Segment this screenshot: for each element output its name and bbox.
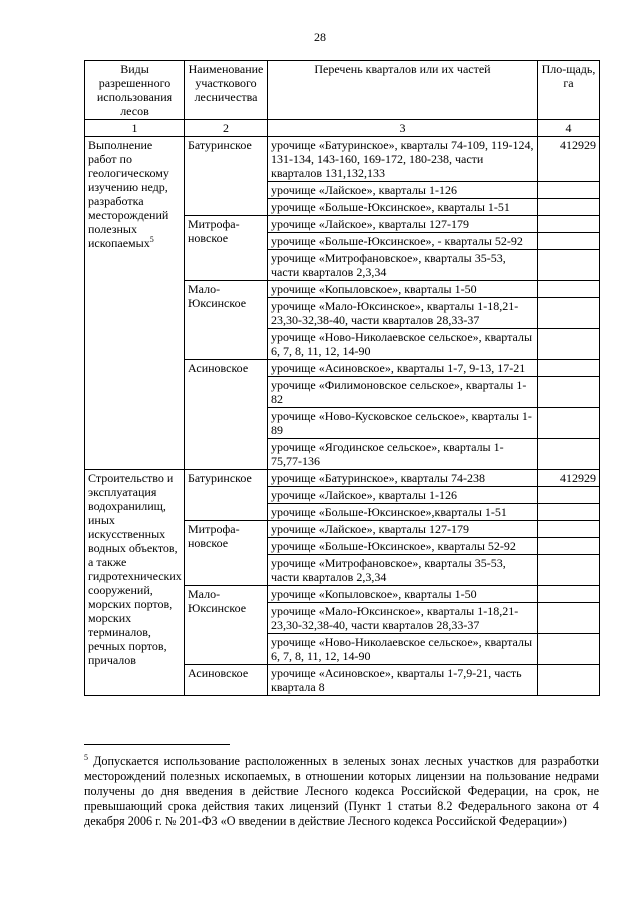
quarters-cell: урочище «Лайское», кварталы 1-126 [268, 487, 538, 504]
quarters-cell: урочище «Филимоновское сельское», кварталы 1-82 [268, 377, 538, 408]
area-cell-empty [538, 329, 600, 360]
use-type-cell: Строительство и эксплуатация водохранилищ, иных искусственных водных объектов, а также гидротехнических сооружений, морских портов, морских терминалов, речных портов, причалов [85, 470, 185, 696]
area-cell-empty [538, 603, 600, 634]
footnote-text: Допускается использование расположенных в зеленых зонах лесных участков для разработки месторождений полезных ископаемых, в отношении которых лицензии на пользование недрами получены до дня введения в действие Лесного кодекса Российской Федерации, на срок, не превышающий срока действия таких лицензий (Пункт 1 статьи 8.2 Федерального закона от 4 декабря 2006 г. № 201-ФЗ «О введении в действие Лесного кодекса Российской Федерации») [84, 754, 600, 828]
forest-use-table [84, 60, 600, 696]
quarters-cell: урочище «Асиновское», кварталы 1-7, 9-13, 17-21 [268, 360, 538, 377]
quarters-cell: урочище «Лайское», кварталы 127-179 [268, 216, 538, 233]
quarters-cell: урочище «Ново-Николаевское сельское», кварталы 6, 7, 8, 11, 12, 14-90 [268, 634, 538, 665]
table-row [85, 470, 600, 487]
quarters-cell: урочище «Лайское», кварталы 127-179 [268, 521, 538, 538]
footnote-divider [84, 744, 230, 745]
footnote [84, 754, 599, 829]
forestry-name-cell: Асиновское [185, 665, 268, 696]
quarters-cell: урочище «Ново-Кусковское сельское», кварталы 1-89 [268, 408, 538, 439]
area-cell-empty [538, 182, 600, 199]
forestry-name-cell: Батуринское [185, 137, 268, 216]
area-cell: 412929 [538, 137, 600, 182]
quarters-cell: урочище «Больше-Юксинское», кварталы 1-51 [268, 199, 538, 216]
area-cell-empty [538, 555, 600, 586]
header-forestry-name: Наименование участкового лесничества [185, 61, 268, 120]
area-cell-empty [538, 504, 600, 521]
page-number: 28 [314, 30, 326, 44]
area-cell: 412929 [538, 470, 600, 487]
area-cell-empty [538, 665, 600, 696]
quarters-cell: урочище «Батуринское», кварталы 74-238 [268, 470, 538, 487]
area-cell-empty [538, 298, 600, 329]
forestry-name-cell: Мало-Юксинское [185, 586, 268, 665]
quarters-cell: урочище «Митрофановское», кварталы 35-53, части кварталов 2,3,34 [268, 250, 538, 281]
forestry-name-cell: Асиновское [185, 360, 268, 470]
column-number: 4 [538, 120, 600, 137]
area-cell-empty [538, 521, 600, 538]
header-row [85, 61, 600, 120]
area-cell-empty [538, 377, 600, 408]
area-cell-empty [538, 199, 600, 216]
area-cell-empty [538, 487, 600, 504]
quarters-cell: урочище «Копыловское», кварталы 1-50 [268, 586, 538, 603]
header-use-types: Виды разрешенного использования лесов [85, 61, 185, 120]
area-cell-empty [538, 360, 600, 377]
forestry-name-cell: Митрофа-новское [185, 216, 268, 281]
header-area: Пло-щадь, га [538, 61, 600, 120]
area-cell-empty [538, 439, 600, 470]
quarters-cell: урочище «Больше-Юксинское»,кварталы 1-51 [268, 504, 538, 521]
quarters-cell: урочище «Больше-Юксинское», кварталы 52-92 [268, 538, 538, 555]
forestry-name-cell: Мало-Юксинское [185, 281, 268, 360]
header-quarters-list: Перечень кварталов или их частей [268, 61, 538, 120]
use-type-text: Выполнение работ по геологическому изучению недр, разработка месторождений полезных ископаемых [88, 138, 169, 250]
footnote-mark: 5 [84, 752, 88, 762]
quarters-cell: урочище «Лайское», кварталы 1-126 [268, 182, 538, 199]
area-cell-empty [538, 233, 600, 250]
area-cell-empty [538, 634, 600, 665]
forestry-name-cell: Батуринское [185, 470, 268, 521]
quarters-cell: урочище «Асиновское», кварталы 1-7,9-21, часть квартала 8 [268, 665, 538, 696]
area-cell-empty [538, 216, 600, 233]
column-number: 3 [268, 120, 538, 137]
area-cell-empty [538, 586, 600, 603]
quarters-cell: урочище «Больше-Юксинское», - кварталы 52-92 [268, 233, 538, 250]
quarters-cell: урочище «Копыловское», кварталы 1-50 [268, 281, 538, 298]
column-number: 1 [85, 120, 185, 137]
column-number: 2 [185, 120, 268, 137]
quarters-cell: урочище «Мало-Юксинское», кварталы 1-18,21-23,30-32,38-40, части кварталов 28,33-37 [268, 603, 538, 634]
area-cell-empty [538, 538, 600, 555]
quarters-cell: урочище «Мало-Юксинское», кварталы 1-18,21-23,30-32,38-40, части кварталов 28,33-37 [268, 298, 538, 329]
column-number-row [85, 120, 600, 137]
area-cell-empty [538, 250, 600, 281]
quarters-cell: урочище «Батуринское», кварталы 74-109, 119-124, 131-134, 143-160, 169-172, 180-238, части кварталов 131,132,133 [268, 137, 538, 182]
area-cell-empty [538, 408, 600, 439]
footnote-ref: 5 [149, 235, 154, 244]
forestry-name-cell: Митрофа-новское [185, 521, 268, 586]
quarters-cell: урочище «Ново-Николаевское сельское», кварталы 6, 7, 8, 11, 12, 14-90 [268, 329, 538, 360]
area-cell-empty [538, 281, 600, 298]
quarters-cell: урочище «Ягодинское сельское», кварталы 1-75,77-136 [268, 439, 538, 470]
use-type-cell [85, 137, 185, 470]
quarters-cell: урочище «Митрофановское», кварталы 35-53, части кварталов 2,3,34 [268, 555, 538, 586]
table-row [85, 137, 600, 182]
